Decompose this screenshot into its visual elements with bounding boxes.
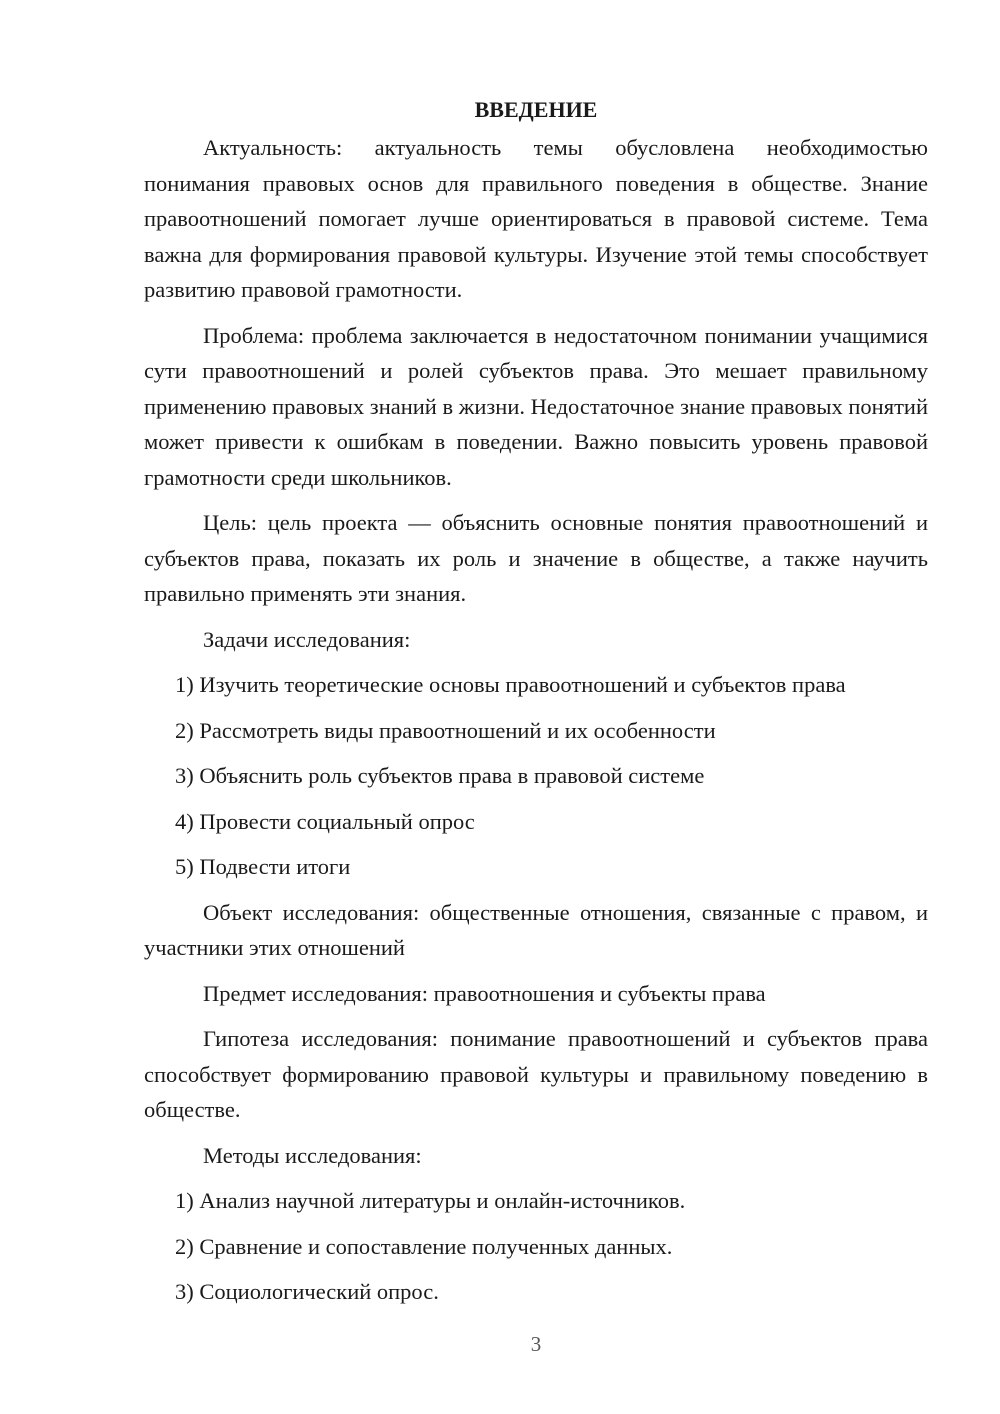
tasks-title: Задачи исследования:	[203, 626, 411, 652]
task-item: 2) Рассмотреть виды правоотношений и их особенности	[175, 717, 716, 743]
object-paragraph: Объект исследования: общественные отношения, связанные с правом, и участники этих отношений	[144, 899, 928, 960]
subject-paragraph: Предмет исследования: правоотношения и субъекты права	[203, 980, 766, 1006]
task-item: 1) Изучить теоретические основы правоотношений и субъектов права	[175, 672, 846, 697]
method-item: 3) Социологический опрос.	[175, 1279, 439, 1304]
problem-paragraph: Проблема: проблема заключается в недостаточном понимании учащимися сути правоотношений и ролей субъектов права. Это мешает правильному применению правовых знаний в жизни. Недостаточное знание правовых понятий может привести к ошибкам в поведении. Важно повысить уровень правовой грамотности среди школьников.	[144, 322, 928, 490]
method-item: 2) Сравнение и сопоставление полученных данных.	[175, 1233, 673, 1259]
goal-paragraph: Цель: цель проекта — объяснить основные понятия правоотношений и субъектов права, показать их роль и значение в обществе, а также научить правильно применять эти знания.	[144, 510, 928, 606]
tasks-list	[144, 667, 928, 885]
relevance-paragraph: Актуальность: актуальность темы обусловлена необходимостью понимания правовых основ для правильного поведения в обществе. Знание правоотношений помогает лучше ориентироваться в правовой системе. Тема важна для формирования правовой культуры. Изучение этой темы способствует развитию правовой грамотности.	[144, 135, 928, 302]
task-item: 5) Подвести итоги	[175, 854, 351, 879]
methods-title: Методы исследования:	[203, 1142, 422, 1168]
page-number: 3	[530, 1332, 542, 1356]
section-heading: ВВЕДЕНИЕ	[474, 97, 598, 122]
document-body	[144, 92, 928, 1320]
task-item: 3) Объяснить роль субъектов права в правовой системе	[175, 763, 705, 788]
task-item: 4) Провести социальный опрос	[175, 808, 475, 834]
hypothesis-paragraph: Гипотеза исследования: понимание правоотношений и субъектов права способствует формированию правовой культуры и правильному поведению в обществе.	[144, 1026, 928, 1122]
method-item: 1) Анализ научной литературы и онлайн-источников.	[175, 1188, 686, 1213]
methods-list	[144, 1183, 928, 1310]
